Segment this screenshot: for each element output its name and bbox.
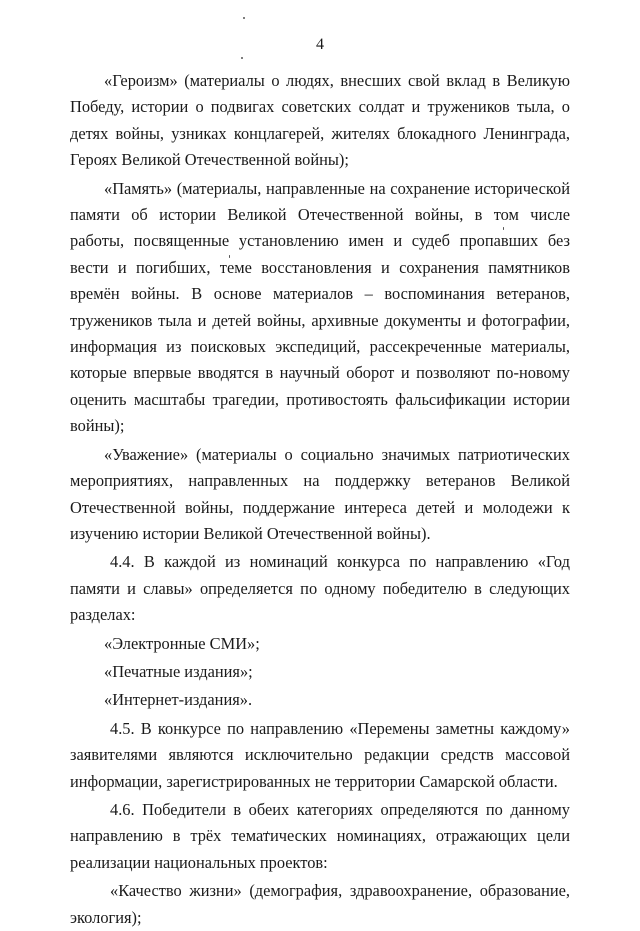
clause-4-5: 4.5. В конкурсе по направлению «Перемены заметны каждому» заявителями являются исключительно редакции средств массовой информации, зарегистрированных не территории Самарской области. [70, 718, 570, 791]
clause-4-6: 4.6. Победители в обеих категориях определяются по данному направлению в трёх тематических номинациях, отражающих цели реализации национальных проектов: [70, 799, 570, 872]
document-body [70, 68, 570, 931]
paragraph-respect: «Уважение» (материалы о социально значимых патриотических мероприятиях, направленных на поддержку ветеранов Великой Отечественной войны, поддержание интереса детей и молодежи к изучению истории Великой Отечественной войны). [70, 444, 570, 543]
section-print-media: «Печатные издания»; [104, 661, 253, 681]
section-internet-media: «Интернет-издания». [104, 690, 253, 710]
scan-speck [241, 57, 243, 59]
nomination-quality-of-life: «Качество жизни» (демография, здравоохранение, образование, экология); [70, 881, 570, 927]
paragraph-heroism: «Героизм» (материалы о людях, внесших свой вклад в Великую Победу, истории о подвигах советских солдат и тружеников тыла, о детях войны, узниках концлагерей, жителях блокадного Ленинграда, Героях Великой Отечественной войны); [70, 71, 570, 170]
paragraph-memory: «Память» (материалы, направленные на сохранение исторической памяти об истории Великой Отечественной войны, в том числе работы, посвященные установлению имен и судеб пропавших без вести и погибших, теме восстановления и сохранения памятников времён войны. В основе материалов – воспоминания ветеранов, тружеников тыла и детей войны, архивные документы и фотографии, информация из поисковых экспедиций, рассекреченные материалы, которые впервые вводятся в научный оборот и позволяют по-новому оценить масштабы трагедии, противостоять фальсификации истории войны); [70, 178, 570, 436]
section-electronic-media: «Электронные СМИ»; [104, 633, 260, 653]
page-number: 4 [316, 36, 324, 53]
clause-4-4: 4.4. В каждой из номинаций конкурса по направлению «Год памяти и славы» определяется по одному победителю в следующих разделах: [70, 552, 570, 625]
scan-speck [243, 17, 245, 19]
